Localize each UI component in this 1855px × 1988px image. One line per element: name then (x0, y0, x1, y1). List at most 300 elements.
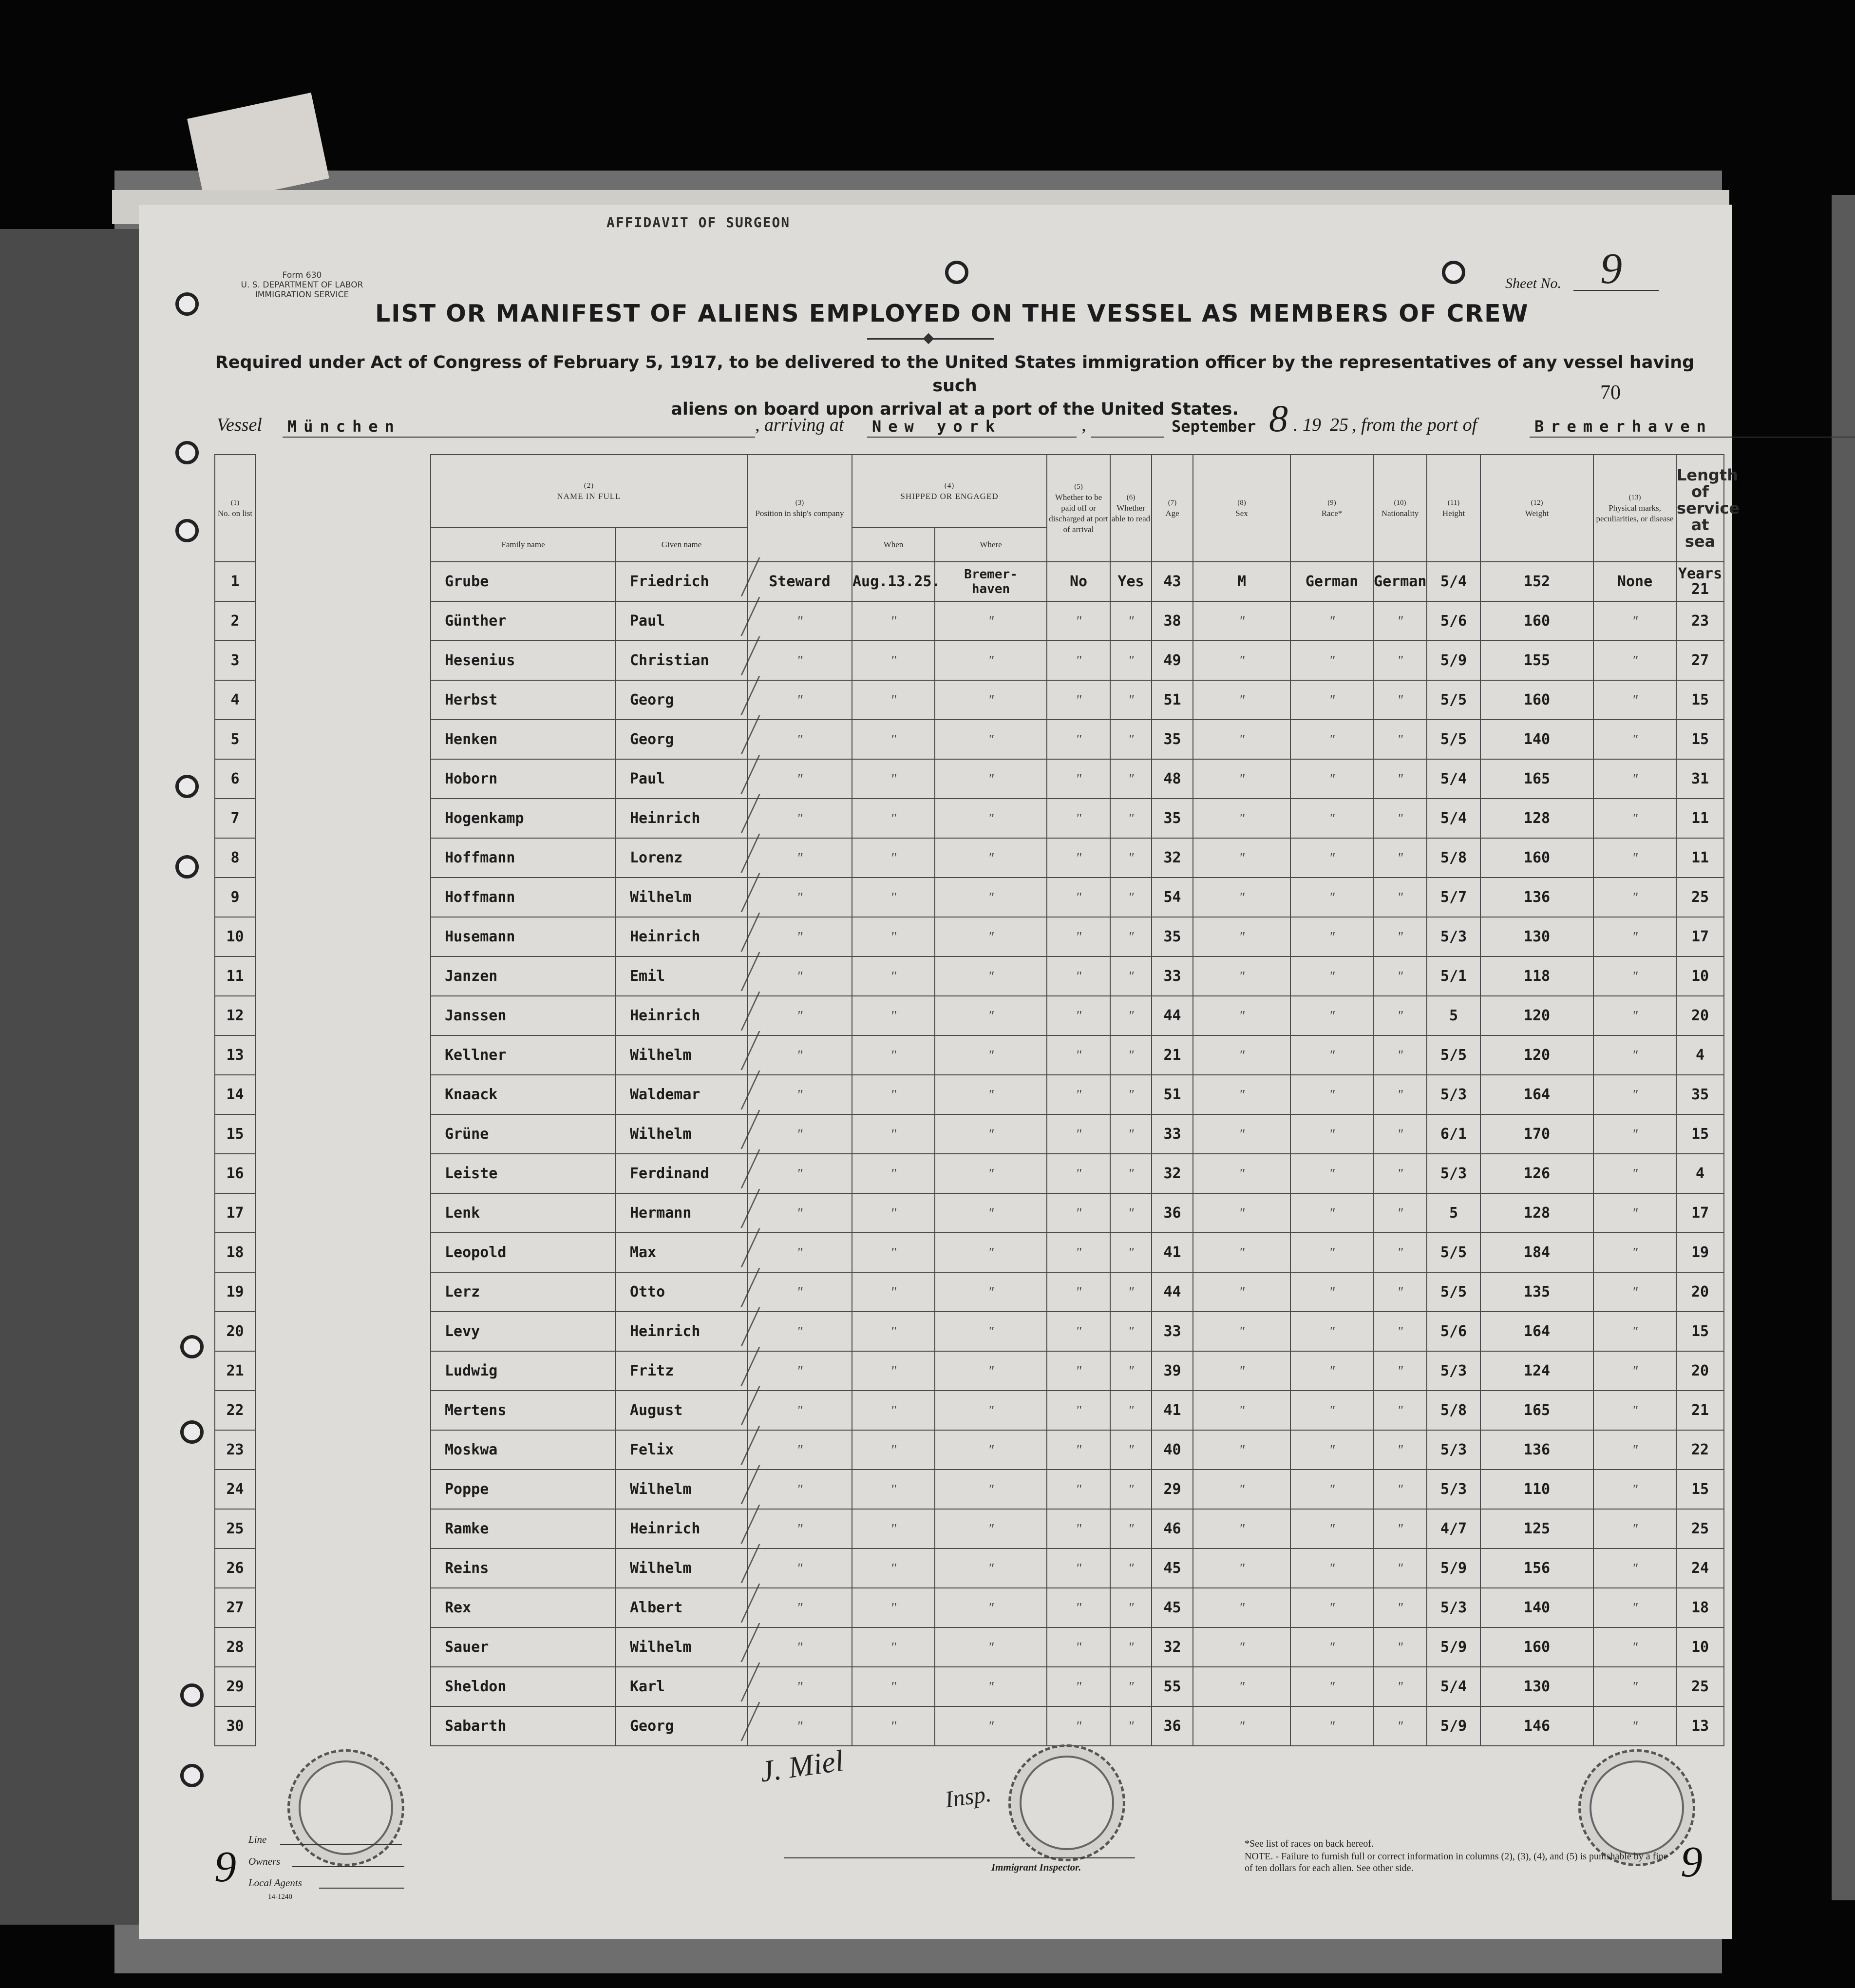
ditto-mark: " (988, 1048, 994, 1063)
able-to-read (1110, 1233, 1152, 1272)
weight: 126 (1480, 1154, 1593, 1193)
ditto-mark: " (1128, 1719, 1134, 1734)
ditto-mark: " (1239, 1009, 1245, 1024)
given-name: Wilhelm (616, 1470, 747, 1509)
col-race-header: (9) Race* (1290, 455, 1373, 562)
race (1290, 1272, 1373, 1312)
crew-row (215, 1193, 1724, 1233)
paid-off (1047, 1035, 1110, 1075)
title-ornament (867, 338, 994, 340)
position (747, 1391, 852, 1430)
physical-marks (1593, 1509, 1676, 1548)
paid-off (1047, 759, 1110, 799)
sex (1193, 1075, 1290, 1114)
shipped-where (935, 1588, 1047, 1627)
race (1290, 1193, 1373, 1233)
margin-gutter (255, 1548, 431, 1588)
age: 32 (1152, 838, 1193, 878)
list-number: 29 (215, 1667, 255, 1706)
physical-marks (1593, 917, 1676, 956)
ditto-mark: " (796, 653, 803, 669)
height: 6/1 (1427, 1114, 1480, 1154)
ditto-mark: " (1329, 890, 1335, 905)
line-label: Line (248, 1834, 267, 1845)
ditto-mark: " (1128, 614, 1134, 629)
ditto-mark: " (1239, 1561, 1245, 1576)
local-agents-label: Local Agents (248, 1877, 302, 1889)
ditto-mark: " (1632, 1364, 1638, 1379)
ditto-mark: " (1397, 969, 1403, 984)
ditto-mark: " (1239, 1166, 1245, 1182)
able-to-read (1110, 1351, 1152, 1391)
col-nationality-header: (10) Nationality (1373, 455, 1427, 562)
weight: 120 (1480, 1035, 1593, 1075)
position: Steward (747, 562, 852, 601)
ditto-mark: " (1329, 811, 1335, 826)
ditto-mark: " (1076, 1324, 1081, 1339)
col-weight-header: (12) Weight (1480, 455, 1593, 562)
paid-off (1047, 601, 1110, 641)
service-years: Years 21 (1676, 562, 1724, 601)
ditto-mark: " (1076, 1127, 1081, 1142)
ditto-mark: " (796, 1245, 803, 1261)
age: 49 (1152, 641, 1193, 680)
shipped-when (852, 720, 935, 759)
ditto-mark: " (796, 1285, 803, 1300)
weight: 160 (1480, 601, 1593, 641)
height: 5/8 (1427, 838, 1480, 878)
given-name: Waldemar (616, 1075, 747, 1114)
ditto-mark: " (1397, 1680, 1403, 1695)
ditto-mark: " (890, 772, 896, 787)
position (747, 641, 852, 680)
paid-off (1047, 1509, 1110, 1548)
weight: 165 (1480, 759, 1593, 799)
crew-row (215, 720, 1724, 759)
inspector-label: Immigrant Inspector. (991, 1861, 1081, 1873)
crew-row (215, 1233, 1724, 1272)
ditto-mark: " (1397, 614, 1403, 629)
physical-marks (1593, 1312, 1676, 1351)
ditto-mark: " (796, 1009, 803, 1024)
ditto-mark: " (1397, 1206, 1403, 1221)
ditto-mark: " (1076, 1403, 1081, 1418)
col-read-header: (6) Whether able to read (1110, 455, 1152, 562)
able-to-read (1110, 759, 1152, 799)
service-years: 15 (1676, 1312, 1724, 1351)
ditto-mark: " (1397, 1048, 1403, 1063)
list-number: 18 (215, 1233, 255, 1272)
sex (1193, 996, 1290, 1035)
family-name: Lerz (431, 1272, 616, 1312)
margin-gutter (255, 1035, 431, 1075)
ditto-mark: " (1397, 890, 1403, 905)
ditto-mark: " (796, 732, 803, 747)
punch-hole (175, 292, 199, 316)
given-name: Georg (616, 1706, 747, 1746)
paid-off (1047, 1706, 1110, 1746)
weight: 152 (1480, 562, 1593, 601)
shipped-where (935, 799, 1047, 838)
ditto-mark: " (1239, 1127, 1245, 1142)
nationality (1373, 601, 1427, 641)
age: 32 (1152, 1154, 1193, 1193)
arrival-month: September (1172, 417, 1256, 436)
nationality (1373, 1312, 1427, 1351)
height: 5/3 (1427, 1430, 1480, 1470)
height: 5/5 (1427, 1035, 1480, 1075)
sex (1193, 1627, 1290, 1667)
physical-marks (1593, 956, 1676, 996)
ditto-mark: " (988, 1443, 994, 1458)
service-years: 13 (1676, 1706, 1724, 1746)
ditto-mark: " (796, 1561, 803, 1576)
shipped-when (852, 1470, 935, 1509)
margin-gutter (255, 1272, 431, 1312)
years-label: Years (1678, 565, 1722, 582)
shipped-where (935, 1272, 1047, 1312)
margin-gutter (255, 996, 431, 1035)
position (747, 1075, 852, 1114)
list-number: 14 (215, 1075, 255, 1114)
position (747, 1233, 852, 1272)
race (1290, 720, 1373, 759)
family-name: Hoffmann (431, 878, 616, 917)
paid-off (1047, 956, 1110, 996)
position (747, 1312, 852, 1351)
ditto-mark: " (796, 930, 803, 945)
list-number: 10 (215, 917, 255, 956)
ditto-mark: " (1397, 1522, 1403, 1537)
weight: 164 (1480, 1312, 1593, 1351)
position (747, 1470, 852, 1509)
family-name: Sabarth (431, 1706, 616, 1746)
margin-gutter (255, 1588, 431, 1627)
ditto-mark: " (1397, 1640, 1403, 1655)
given-name: August (616, 1391, 747, 1430)
shipped-when (852, 1588, 935, 1627)
race (1290, 1588, 1373, 1627)
weight: 118 (1480, 956, 1593, 996)
nationality (1373, 641, 1427, 680)
age: 48 (1152, 759, 1193, 799)
crew-row (215, 641, 1724, 680)
ditto-mark: " (1239, 1285, 1245, 1300)
height: 5/3 (1427, 1470, 1480, 1509)
list-number: 9 (215, 878, 255, 917)
age: 44 (1152, 996, 1193, 1035)
shipped-where (935, 1351, 1047, 1391)
able-to-read (1110, 996, 1152, 1035)
paid-off (1047, 1114, 1110, 1154)
ditto-mark: " (890, 1719, 896, 1734)
service-years: 35 (1676, 1075, 1724, 1114)
crew-row (215, 1548, 1724, 1588)
ditto-mark: " (1397, 1285, 1403, 1300)
service-years: 15 (1676, 680, 1724, 720)
position (747, 1154, 852, 1193)
race (1290, 838, 1373, 878)
service-years: 31 (1676, 759, 1724, 799)
sheet-number-label: Sheet No. (1505, 275, 1561, 291)
ditto-mark: " (1329, 1443, 1335, 1458)
ditto-mark: " (1076, 653, 1081, 669)
ditto-mark: " (1239, 614, 1245, 629)
age: 35 (1152, 917, 1193, 956)
col-where-header: Where (935, 528, 1047, 562)
height: 5/3 (1427, 1154, 1480, 1193)
shipped-where (935, 1075, 1047, 1114)
list-number: 11 (215, 956, 255, 996)
ditto-mark: " (1329, 693, 1335, 708)
service-years: 4 (1676, 1035, 1724, 1075)
race (1290, 1391, 1373, 1430)
list-number: 2 (215, 601, 255, 641)
nationality (1373, 996, 1427, 1035)
ditto-mark: " (890, 890, 896, 905)
paid-off (1047, 1548, 1110, 1588)
age: 36 (1152, 1193, 1193, 1233)
margin-gutter (255, 680, 431, 720)
height: 5/3 (1427, 1075, 1480, 1114)
margin-gutter (255, 641, 431, 680)
shipped-when (852, 1035, 935, 1075)
punch-hole (945, 261, 968, 284)
nationality (1373, 1430, 1427, 1470)
given-name: Christian (616, 641, 747, 680)
margin-gutter (255, 759, 431, 799)
height: 5/4 (1427, 799, 1480, 838)
ditto-mark: " (890, 969, 896, 984)
age: 51 (1152, 680, 1193, 720)
form-info: Form 630 U. S. DEPARTMENT OF LABOR IMMIGRATION SERVICE (241, 270, 363, 300)
ditto-mark: " (1076, 693, 1081, 708)
col-age-header: (7) Age (1152, 455, 1193, 562)
crew-row (215, 917, 1724, 956)
able-to-read (1110, 1193, 1152, 1233)
nationality (1373, 1470, 1427, 1509)
given-name: Wilhelm (616, 878, 747, 917)
sex (1193, 1588, 1290, 1627)
weight: 184 (1480, 1233, 1593, 1272)
able-to-read (1110, 1391, 1152, 1430)
ditto-mark: " (1239, 1482, 1245, 1497)
ditto-mark: " (1076, 1601, 1081, 1616)
shipped-when: Aug.13.25. (852, 562, 935, 601)
position (747, 1430, 852, 1470)
shipped-where (935, 1233, 1047, 1272)
ditto-mark: " (796, 1324, 803, 1339)
shipped-where (935, 680, 1047, 720)
ditto-mark: " (890, 1482, 896, 1497)
physical-marks (1593, 1272, 1676, 1312)
ditto-mark: " (796, 1443, 803, 1458)
weight: 130 (1480, 917, 1593, 956)
ditto-mark: " (988, 1324, 994, 1339)
nationality (1373, 1075, 1427, 1114)
ditto-mark: " (796, 890, 803, 905)
ditto-mark: " (1329, 851, 1335, 866)
ditto-mark: " (890, 1048, 896, 1063)
given-name: Heinrich (616, 1509, 747, 1548)
nationality (1373, 838, 1427, 878)
crew-row (215, 562, 1724, 601)
ditto-mark: " (1128, 1443, 1134, 1458)
family-name: Leopold (431, 1233, 616, 1272)
ditto-mark: " (988, 851, 994, 866)
ditto-mark: " (796, 772, 803, 787)
age: 46 (1152, 1509, 1193, 1548)
shipped-when (852, 1667, 935, 1706)
physical-marks (1593, 996, 1676, 1035)
weight: 155 (1480, 641, 1593, 680)
weight: 160 (1480, 1627, 1593, 1667)
ditto-mark: " (1329, 1482, 1335, 1497)
height: 5/5 (1427, 1233, 1480, 1272)
list-number: 12 (215, 996, 255, 1035)
nationality (1373, 878, 1427, 917)
list-number: 8 (215, 838, 255, 878)
ditto-mark: " (1128, 1403, 1134, 1418)
ditto-mark: " (1128, 653, 1134, 669)
ditto-mark: " (1632, 614, 1638, 629)
ditto-mark: " (1239, 930, 1245, 945)
height: 5/3 (1427, 917, 1480, 956)
margin-gutter (255, 1075, 431, 1114)
ditto-mark: " (1632, 1561, 1638, 1576)
nationality (1373, 1548, 1427, 1588)
ditto-mark: " (1632, 693, 1638, 708)
ditto-mark: " (1329, 1680, 1335, 1695)
ditto-mark: " (988, 1206, 994, 1221)
given-name: Albert (616, 1588, 747, 1627)
ditto-mark: " (988, 1522, 994, 1537)
col-marks-header: (13) Physical marks, peculiarities, or disease (1593, 455, 1676, 562)
physical-marks (1593, 720, 1676, 759)
shipped-when (852, 1114, 935, 1154)
ditto-mark: " (1329, 969, 1335, 984)
ditto-mark: " (1239, 1364, 1245, 1379)
list-number: 23 (215, 1430, 255, 1470)
ditto-mark: " (1329, 1009, 1335, 1024)
ditto-mark: " (988, 653, 994, 669)
shipped-where (935, 956, 1047, 996)
shipped-where (935, 1312, 1047, 1351)
ditto-mark: " (1632, 1245, 1638, 1261)
shipped-when (852, 601, 935, 641)
margin-gutter (255, 799, 431, 838)
ditto-mark: " (988, 1482, 994, 1497)
service-years: 4 (1676, 1154, 1724, 1193)
form-code: 14-1240 (268, 1893, 292, 1901)
ditto-mark: " (988, 1561, 994, 1576)
position (747, 996, 852, 1035)
consulate-seal-left (287, 1749, 404, 1866)
given-name: Felix (616, 1430, 747, 1470)
family-name: Janssen (431, 996, 616, 1035)
ditto-mark: " (890, 1601, 896, 1616)
shipped-when (852, 1154, 935, 1193)
given-name: Paul (616, 759, 747, 799)
ditto-mark: " (1632, 732, 1638, 747)
ditto-mark: " (1239, 1324, 1245, 1339)
crew-manifest-table (214, 454, 1740, 1746)
ditto-mark: " (1239, 772, 1245, 787)
manifest-footer (214, 1744, 1724, 1930)
paid-off (1047, 1391, 1110, 1430)
height: 5/9 (1427, 1706, 1480, 1746)
arriving-port: New york (872, 417, 1002, 436)
ditto-mark: " (1397, 930, 1403, 945)
ditto-mark: " (796, 1680, 803, 1695)
ditto-mark: " (1076, 851, 1081, 866)
height: 5/9 (1427, 1627, 1480, 1667)
given-name: Wilhelm (616, 1035, 747, 1075)
ditto-mark: " (796, 851, 803, 866)
service-years: 19 (1676, 1233, 1724, 1272)
ditto-mark: " (890, 1088, 896, 1103)
ditto-mark: " (890, 851, 896, 866)
family-name: Hogenkamp (431, 799, 616, 838)
sex (1193, 799, 1290, 838)
race (1290, 1470, 1373, 1509)
ditto-mark: " (988, 969, 994, 984)
weight: 136 (1480, 878, 1593, 917)
ditto-mark: " (1397, 811, 1403, 826)
punch-hole (180, 1335, 204, 1358)
age: 45 (1152, 1548, 1193, 1588)
ditto-mark: " (1076, 811, 1081, 826)
col-family-name-header: Family name (431, 528, 616, 562)
list-number: 30 (215, 1706, 255, 1746)
crew-row (215, 956, 1724, 996)
service-years: 10 (1676, 1627, 1724, 1667)
sex (1193, 680, 1290, 720)
physical-marks (1593, 1470, 1676, 1509)
height: 5 (1427, 1193, 1480, 1233)
ditto-mark: " (1239, 1601, 1245, 1616)
vessel-name: München (287, 417, 401, 436)
sex (1193, 1154, 1290, 1193)
ditto-mark: " (1076, 1009, 1081, 1024)
ditto-mark: " (988, 614, 994, 629)
physical-marks (1593, 878, 1676, 917)
physical-marks (1593, 1351, 1676, 1391)
service-years: 10 (1676, 956, 1724, 996)
height: 5/7 (1427, 878, 1480, 917)
ditto-mark: " (1239, 1048, 1245, 1063)
ditto-mark: " (1076, 969, 1081, 984)
sex: M (1193, 562, 1290, 601)
margin-gutter (255, 720, 431, 759)
height: 5/9 (1427, 641, 1480, 680)
ditto-mark: " (796, 1364, 803, 1379)
nationality (1373, 720, 1427, 759)
given-name: Max (616, 1233, 747, 1272)
able-to-read (1110, 1075, 1152, 1114)
shipped-where (935, 1035, 1047, 1075)
margin-gutter (255, 1470, 431, 1509)
ditto-mark: " (988, 930, 994, 945)
weight: 124 (1480, 1351, 1593, 1391)
ditto-mark: " (890, 653, 896, 669)
position (747, 680, 852, 720)
physical-marks (1593, 1193, 1676, 1233)
shipped-when (852, 1075, 935, 1114)
ditto-mark: " (988, 1285, 994, 1300)
crew-row (215, 1470, 1724, 1509)
penalty-note: NOTE. - Failure to furnish full or correct information in columns (2), (3), (4), and (5) is punishable by a fine of ten dollars for each alien. See other side. (1245, 1851, 1668, 1873)
